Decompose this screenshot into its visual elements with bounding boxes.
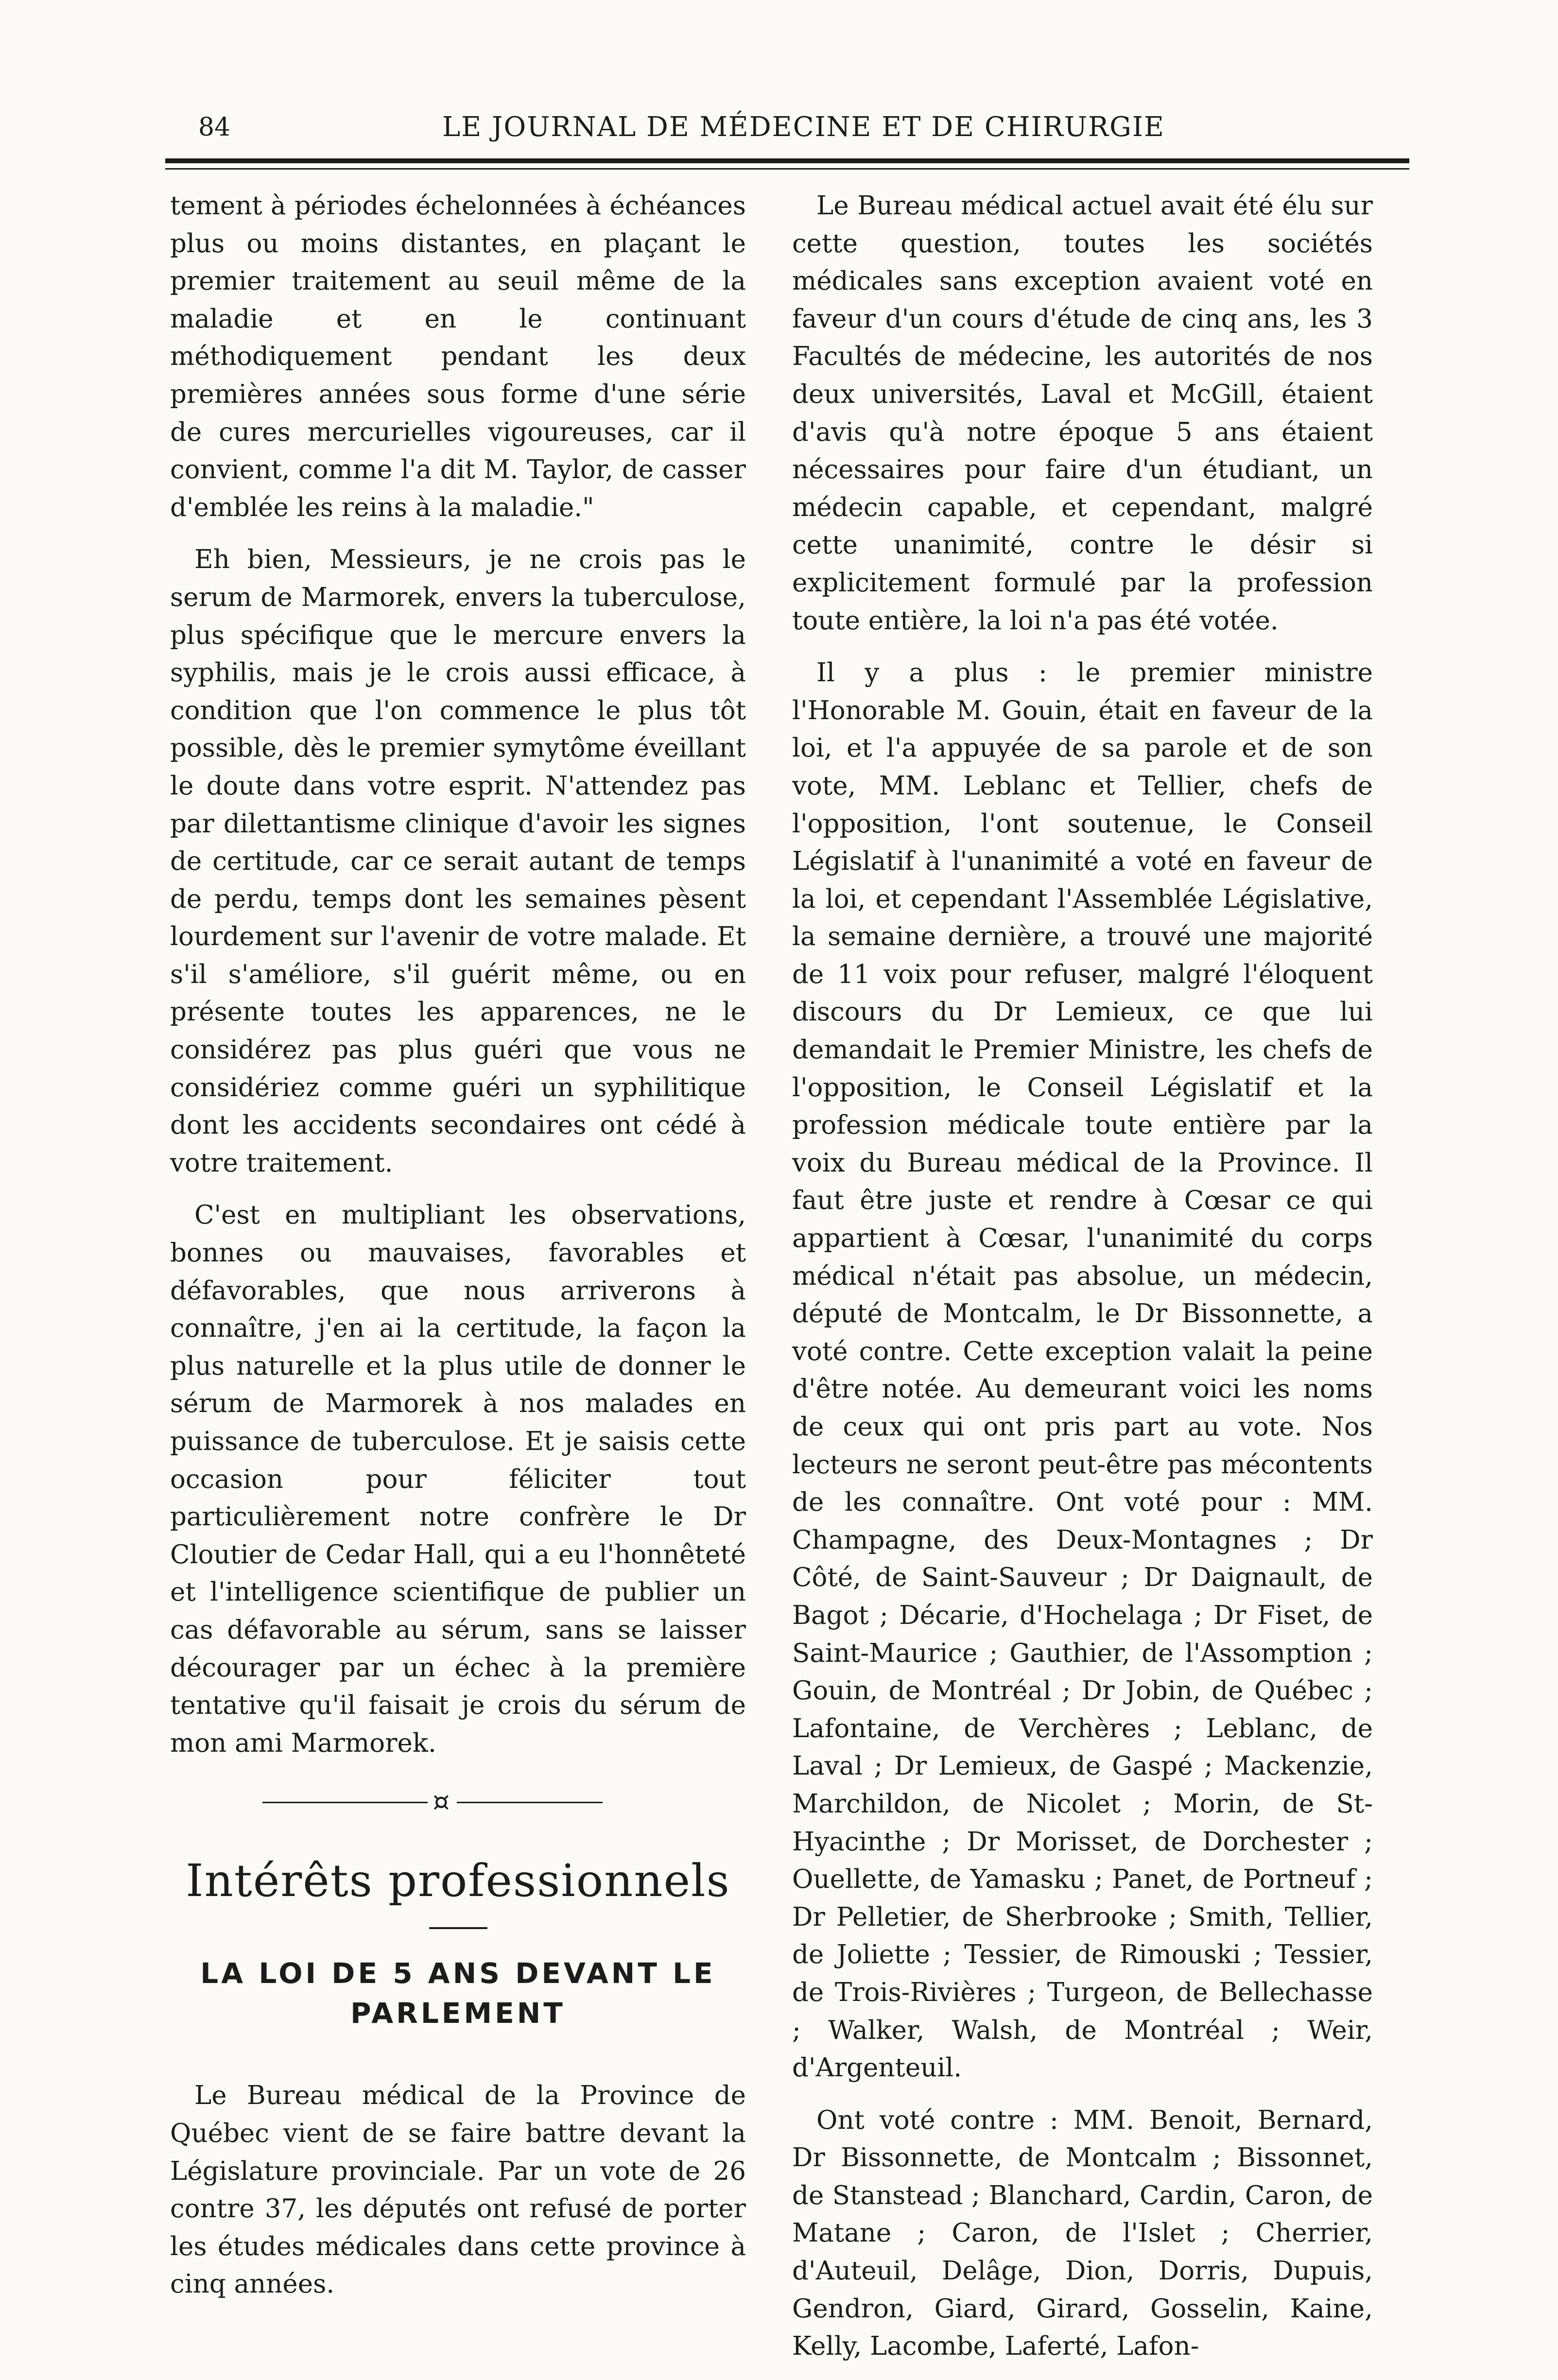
paragraph: Ont voté contre : MM. Benoit, Bernard, Dr Bissonnette, de Montcalm ; Bissonnet, de Stanstead ; Blanchard, Cardin, Caron, de Matane ; Caron, de l'Islet ; Cherrier, d'Auteuil, Delâge, Dion, Dorris, Dupuis, Gendron, Giard, Girard, Gosselin, Kaine, Kelly, Lacombe, Laferté, Lafon- xyxy=(792,2105,1373,2362)
right-column xyxy=(792,187,1373,2380)
paragraph: Le Bureau médical de la Province de Québec vient de se faire battre devant la Législature provinciale. Par un vote de 26 contre 37, les députés ont refusé de porter les études médicales dans cette province à cinq années. xyxy=(170,2081,746,2299)
journal-title: LE JOURNAL DE MÉDECINE ET DE CHIRURGIE xyxy=(442,111,1165,143)
separator-line-left xyxy=(262,1802,428,1803)
paragraph: Il y a plus : le premier ministre l'Honorable M. Gouin, était en faveur de la loi, et l'a appuyée de sa parole et de son vote, MM. Leblanc et Tellier, chefs de l'opposition, l'ont soutenue, le Conseil Législatif à l'unanimité a voté en faveur de la loi, et cependant l'Assemblée Législative, la semaine dernière, a trouvé une majorité de 11 voix pour refuser, malgré l'éloquent discours du Dr Lemieux, ce que lui demandait le Premier Ministre, les chefs de l'opposition, le Conseil Législatif et la profession médicale toute entière par la voix du Bureau médical de la Province. Il faut être juste et rendre à Cœsar ce qui appartient à Cœsar, l'unanimité du corps médical n'était pas absolue, un médecin, député de Montcalm, le Dr Bissonnette, a voté contre. Cette exception valait la peine d'être notée. Au demeurant voici les noms de ceux qui ont pris part au vote. Nos lecteurs ne seront peut-être pas mécontents de les connaître. Ont voté pour : MM. Champagne, des Deux-Montagnes ; Dr Côté, de Saint-Sauveur ; Dr Daignault, de Bagot ; Décarie, d'Hochelaga ; Dr Fiset, de Saint-Maurice ; Gauthier, de l'Assomption ; Gouin, de Montréal ; Dr Jobin, de Québec ; Lafontaine, de Verchères ; Leblanc, de Laval ; Dr Lemieux, de Gaspé ; Mackenzie, Marchildon, de Nicolet ; Morin, de St-Hyacinthe ; Dr Morisset, de Dorchester ; Ouellette, de Yamasku ; Panet, de Portneuf ; Dr Pelletier, de Sherbrooke ; Smith, Tellier, de Joliette ; Tessier, de Rimouski ; Tessier, de Trois-Rivières ; Turgeon, de Bellechasse ; Walker, Walsh, de Montréal ; Weir, d'Argenteuil. xyxy=(792,658,1373,2083)
subsection-title: LA LOI DE 5 ANS DEVANT LE PARLEMENT xyxy=(200,1957,716,2030)
paragraph: Eh bien, Messieurs, je ne crois pas le serum de Marmorek, envers la tuberculose, plus spécifique que le mercure envers la syphilis, mais je le crois aussi efficace, à condition que l'on commence le plus tôt possible, dès le premier symytôme éveillant le doute dans votre esprit. N'attendez pas par dilettantisme clinique d'avoir les signes de certitude, car ce serait autant de temps de perdu, temps dont les semaines pèsent lourdement sur l'avenir de votre malade. Et s'il s'améliore, s'il guérit même, ou en présente toutes les apparences, ne le considérez pas plus guéri que vous ne considériez comme guéri un syphilitique dont les accidents secondaires ont cédé à votre traitement. xyxy=(170,545,746,1178)
separator-line-right xyxy=(457,1802,603,1803)
page-number: 84 xyxy=(198,113,231,142)
paragraph: Le Bureau médical actuel avait été élu sur cette question, toutes les sociétés médicales sans exception avaient voté en faveur d'un cours d'étude de cinq ans, les 3 Facultés de médecine, les autorités de nos deux universités, Laval et McGill, étaient d'avis qu'à notre époque 5 ans étaient nécessaires pour faire d'un étudiant, un médecin capable, et cependant, malgré cette unanimité, contre le désir si explicitement formulé par la profession toute entière, la loi n'a pas été votée. xyxy=(792,191,1373,636)
section-separator xyxy=(170,1776,746,1830)
header-rule-thin xyxy=(165,168,1409,170)
paragraph-continuation: tement à périodes échelonnées à échéances plus ou moins distantes, en plaçant le premier traitement au seuil même de la maladie et en le continuant méthodiquement pendant les deux premières années sous forme d'une série de cures mercurielles vigoureuses, car il convient, comme l'a dit M. Taylor, de casser d'emblée les reins à la maladie." xyxy=(170,191,746,522)
ornament-icon: ¤ xyxy=(433,1786,450,1818)
paragraph: C'est en multipliant les observations, bonnes ou mauvaises, favorables et défavorables, que nous arriverons à connaître, j'en ai la certitude, la façon la plus naturelle et la plus utile de donner le sérum de Marmorek à nos malades en puissance de tuberculose. Et je saisis cette occasion pour féliciter tout particulièrement notre confrère le Dr Cloutier de Cedar Hall, qui a eu l'honnêteté et l'intelligence scientifique de publier un cas défavorable au sérum, sans se laisser décourager par un échec à la première tentative qu'il faisait je crois du sérum de mon ami Marmorek. xyxy=(170,1200,746,1758)
page-header xyxy=(165,108,1409,166)
header-rule-thick xyxy=(165,158,1409,163)
left-column xyxy=(170,187,746,2318)
section-title: Intérêts professionnels xyxy=(186,1855,730,1907)
title-rule xyxy=(429,1927,487,1929)
